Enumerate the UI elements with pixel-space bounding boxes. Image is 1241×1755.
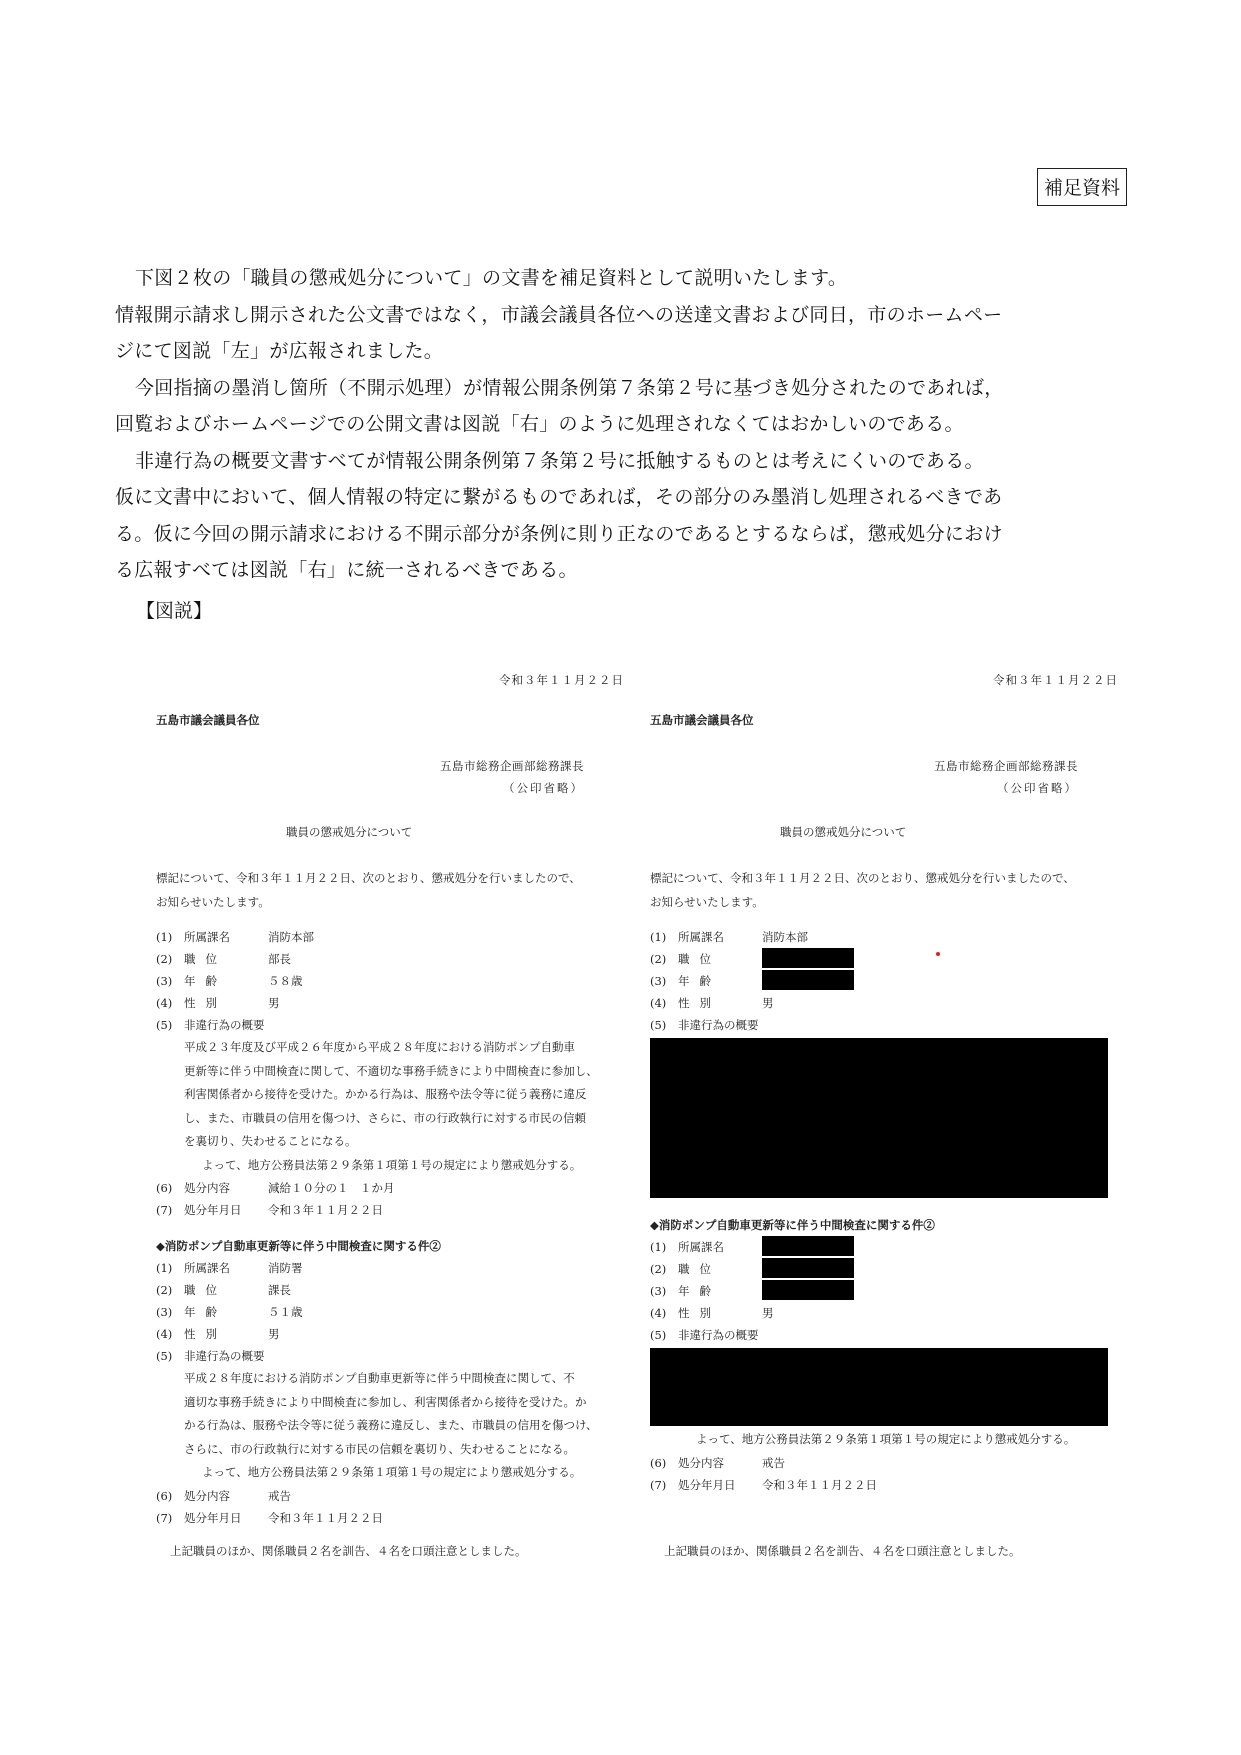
case1-item: (1) 所属課名 消防本部 (650, 930, 808, 944)
case2-summary: 適切な事務手続きにより中間検査に参加し、利害関係者から接待を受けた。か (184, 1394, 587, 1409)
case2-item: (4) 性別 男 (156, 1327, 280, 1341)
paragraph-line: 下図２枚の「職員の懲戒処分について」の文書を補足資料として説明いたします。 (135, 267, 848, 289)
case1-date: (7) 処分年月日 令和３年１１月２２日 (156, 1203, 383, 1217)
case2-item: (1) 所属課名 (650, 1236, 1075, 1258)
case1-basis: よって、地方公務員法第２９条第１項第１号の規定により懲戒処分する。 (202, 1157, 582, 1172)
redaction-block (650, 1038, 1108, 1198)
case1-summary: し、また、市職員の信用を傷つけ、さらに、市の行政執行に対する市民の信頼 (184, 1110, 587, 1125)
intro-line: お知らせいたします。 (156, 895, 270, 909)
case2-basis: よって、地方公務員法第２９条第１項第１号の規定により懲戒処分する。 (696, 1432, 1076, 1446)
case1-summary: を裏切り、失わせることになる。 (184, 1134, 357, 1148)
case2-penalty: (6) 処分内容 戒告 (650, 1455, 785, 1470)
notice-date: 令和３年１１月２２日 (499, 673, 624, 687)
case1-redacted-area (650, 1036, 1075, 1200)
paragraph-line: る。仮に今回の開示請求における不開示部分が条例に則り正なのであるとするならば，懲戒処分におけ (115, 522, 1003, 545)
paragraph-line: 非違行為の概要文書すべてが情報公開条例第７条第２号に抵触するものとは考えにくいのである。 (135, 449, 984, 472)
redaction-block (762, 1258, 854, 1278)
case1-item: (1) 所属課名 消防本部 (156, 930, 314, 944)
notice-sender: 五島市総務企画部総務課長 (934, 759, 1078, 773)
notice-intro (156, 866, 581, 914)
case1-item: (5) 非違行為の概要 (650, 1018, 759, 1032)
case1-item: (5) 非違行為の概要 (156, 1018, 265, 1032)
paragraph-line: ジにて図説「左」が広報されました。 (115, 340, 444, 362)
redaction-block (762, 970, 854, 990)
notice-title: 職員の懲戒処分について (780, 825, 907, 839)
supplementary-label: 補足資料 (1037, 168, 1127, 206)
notice-footer: 上記職員のほか、関係職員２名を訓告、４名を口頭注意としました。 (170, 1544, 527, 1558)
case2-item: (4) 性別 男 (650, 1306, 774, 1320)
case-list (650, 926, 1075, 1496)
case2-summary: かる行為は、服務や法令等に従う義務に違反し、また、市職員の信用を傷つけ、 (184, 1418, 598, 1432)
notice-sender: 五島市総務企画部総務課長 (440, 759, 584, 773)
redaction-block (762, 1236, 854, 1256)
notice-seal-omitted: （公印省略） (997, 781, 1078, 795)
redaction-block (762, 1280, 854, 1300)
figure-left-notice (150, 670, 630, 1590)
case2-heading: ◆消防ポンプ自動車更新等に伴う中間検査に関する件② (650, 1218, 935, 1232)
case1-summary: 平成２３年度及び平成２６年度から平成２８年度における消防ポンプ自動車 (184, 1040, 575, 1054)
case1-summary: 利害関係者から接待を受けた。かかる行為は、服務や法令等に従う義務に違反 (184, 1087, 587, 1101)
case2-item: (2) 職位 (650, 1258, 1075, 1280)
redaction-block (650, 1348, 1108, 1426)
case1-item: (4) 性別 男 (650, 996, 774, 1010)
case2-penalty: (6) 処分内容 戒告 (156, 1488, 291, 1503)
case2-item: (3) 年齢 ５１歳 (156, 1305, 303, 1319)
case2-date: (7) 処分年月日 令和３年１１月２２日 (156, 1510, 383, 1525)
case2-item: (3) 年齢 (650, 1280, 1075, 1302)
case-list (156, 926, 598, 1529)
case2-date: (7) 処分年月日 令和３年１１月２２日 (650, 1477, 877, 1492)
notice-footer: 上記職員のほか、関係職員２名を訓告、４名を口頭注意としました。 (664, 1544, 1021, 1558)
figure-label: 【図説】 (136, 600, 213, 622)
case1-penalty: (6) 処分内容 減給１０分の１ １か月 (156, 1181, 395, 1195)
notice-recipient: 五島市議会議員各位 (650, 713, 754, 727)
case1-item: (2) 職位 部長 (156, 952, 291, 966)
intro-line: 標記について、令和３年１１月２２日、次のとおり、懲戒処分を行いましたので、 (650, 871, 1075, 885)
paragraph-line: 情報開示請求し開示された公文書ではなく，市議会議員各位への送達文書および同日，市のホームペー (115, 303, 1003, 326)
intro-line: お知らせいたします。 (650, 895, 764, 909)
redaction-block (762, 948, 854, 968)
figure-right-redacted-notice (644, 670, 1124, 1590)
case2-basis: よって、地方公務員法第２９条第１項第１号の規定により懲戒処分する。 (202, 1465, 582, 1479)
case1-item: (2) 職位 (650, 948, 1075, 970)
paragraph-line: 今回指摘の墨消し箇所（不開示処理）が情報公開条例第７条第２号に基づき処分されたのであれば， (135, 376, 1004, 399)
case1-item: (3) 年齢 ５８歳 (156, 974, 303, 988)
case2-item: (1) 所属課名 消防署 (156, 1261, 303, 1275)
case2-item: (5) 非違行為の概要 (650, 1328, 759, 1342)
case1-item: (4) 性別 男 (156, 996, 280, 1010)
paragraph-line: る広報すべては図説「右」に統一されるべきである。 (115, 559, 578, 581)
case2-item: (2) 職位 課長 (156, 1283, 291, 1297)
notice-intro (650, 866, 1075, 914)
case2-redacted-area (650, 1346, 1075, 1428)
notice-recipient: 五島市議会議員各位 (156, 713, 260, 727)
case2-heading: ◆消防ポンプ自動車更新等に伴う中間検査に関する件② (156, 1239, 441, 1253)
notice-seal-omitted: （公印省略） (503, 781, 584, 795)
intro-line: 標記について、令和３年１１月２２日、次のとおり、懲戒処分を行いましたので、 (156, 871, 581, 885)
case1-summary: 更新等に伴う中間検査に関して、不適切な事務手続きにより中間検査に参加し、 (184, 1063, 598, 1078)
case2-item: (5) 非違行為の概要 (156, 1349, 265, 1363)
notice-title: 職員の懲戒処分について (286, 825, 413, 839)
notice-date: 令和３年１１月２２日 (993, 673, 1118, 687)
red-dot-mark (936, 952, 940, 956)
case2-summary: 平成２８年度における消防ポンプ自動車更新等に伴う中間検査に関して、不 (184, 1371, 575, 1385)
case1-item: (3) 年齢 (650, 970, 1075, 992)
paragraph-line: 回覧およびホームページでの公開文書は図説「右」のように処理されなくてはおかしいのである。 (115, 413, 964, 435)
paragraph-line: 仮に文書中において、個人情報の特定に繋がるものであれば，その部分のみ墨消し処理されるべきであ (115, 486, 1003, 508)
case2-summary: さらに、市の行政執行に対する市民の信頼を裏切り、失わせることになる。 (184, 1441, 575, 1456)
body-text (115, 260, 1125, 589)
